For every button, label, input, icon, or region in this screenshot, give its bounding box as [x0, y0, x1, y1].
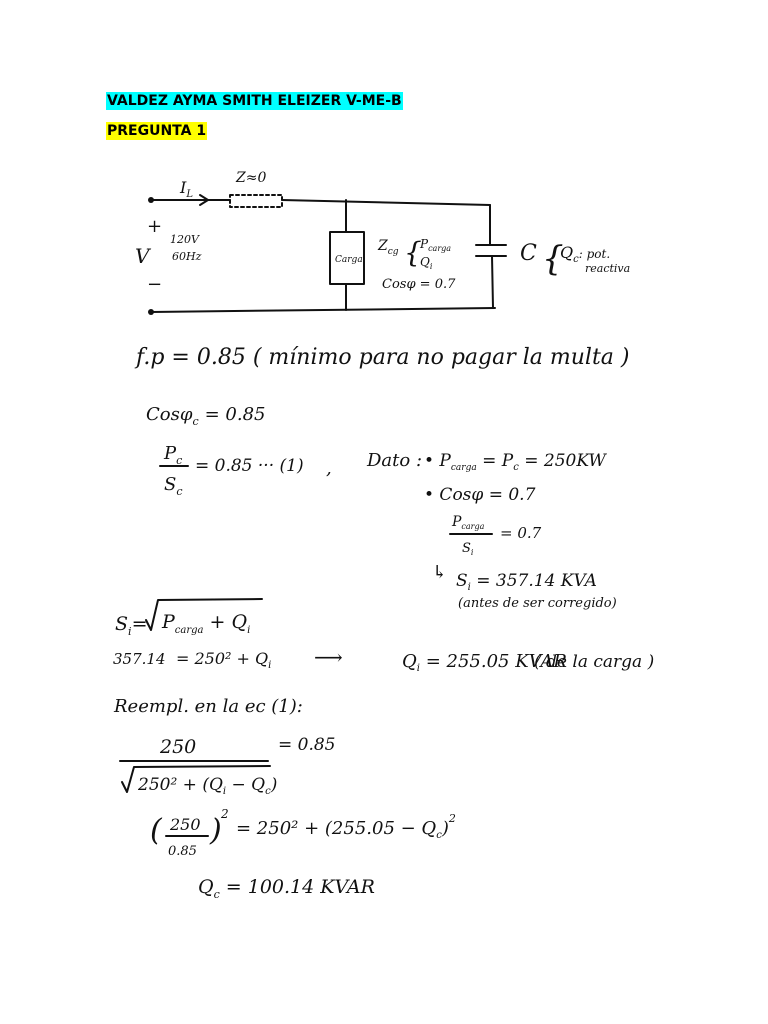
line-impedance-label: Z≈0	[236, 170, 267, 186]
terminal-bottom	[148, 309, 154, 315]
apparent-power-note: (antes de ser corregido)	[458, 596, 617, 611]
terminal-top	[148, 197, 154, 203]
big-fraction-value: = 0.85	[278, 735, 336, 755]
capacitor-description: reactiva	[585, 262, 631, 275]
ratio-denominator: $S_i$	[462, 541, 474, 557]
capacitor-brace: {	[542, 239, 564, 279]
question-heading: PREGUNTA 1	[107, 123, 207, 139]
load-reactive: $Q_i$	[420, 255, 433, 271]
dato-load-power: • $P_{carga} = P_c = 250KW$	[424, 451, 606, 473]
eq2-middle: = $250^2 + Q_i$	[176, 649, 272, 671]
bottom-wire	[151, 308, 495, 312]
pc-over-sc-denominator: $S_c$	[164, 474, 183, 498]
cos-phi-c: Cosφ$_c$ = 0.85	[146, 404, 266, 428]
load-impedance: $Z_{cg}$	[378, 238, 399, 257]
student-name-heading: VALDEZ AYMA SMITH ELEIZER V-ME-B	[107, 93, 402, 109]
eq2-lhs: 357.14	[113, 650, 166, 668]
separator-comma: ,	[326, 458, 332, 479]
line-impedance-box	[230, 195, 282, 207]
squared-denominator: 0.85	[168, 844, 197, 859]
dato-label: Dato :	[367, 450, 423, 471]
power-factor-target: f.p = 0.85 ( mínimo para no pagar la multa )	[136, 345, 630, 370]
source-voltage: 120V	[170, 233, 199, 246]
load-power: $P_{carga}$	[420, 237, 452, 253]
capacitor-reactive: $Q_c^{: pot.}$	[560, 243, 611, 265]
equation-1: = 0.85 ··· (1)	[195, 456, 304, 476]
load-brace: {	[404, 236, 422, 269]
replace-in-equation: Reempl. en la ec (1):	[114, 696, 303, 717]
circuit-diagram	[135, 170, 630, 315]
cap-wire-bottom	[492, 256, 493, 308]
squared-exponent: 2	[221, 807, 229, 821]
minus-sign: −	[147, 274, 163, 295]
capacitor-label: C	[520, 241, 537, 266]
left-paren: (	[150, 813, 162, 848]
ratio-value: = 0.7	[500, 524, 542, 542]
eq2-arrow: ⟶	[314, 645, 343, 669]
squared-numerator: 250	[170, 815, 201, 834]
si-formula: $S_i=$	[115, 613, 148, 638]
voltage-label: V	[135, 244, 150, 268]
source-frequency: 60Hz	[172, 250, 202, 263]
si-formula-body: $P_{carga} + Q_i$	[162, 611, 251, 636]
ratio-numerator: $P_{carga}$	[452, 514, 485, 531]
current-label: $I_L$	[180, 178, 193, 200]
reactive-power-result: $Q_i = 255.05$ KVAR	[402, 651, 567, 674]
plus-sign: +	[147, 216, 163, 237]
right-paren: )	[210, 813, 222, 848]
top-wire-right	[282, 200, 490, 205]
result-arrow: ↳	[432, 562, 448, 583]
final-result: $Q_c = 100.14$ KVAR	[198, 876, 375, 901]
load-box-label: Carga	[335, 255, 363, 265]
squared-equation-rhs: = $250^2 + (255.05 - Q_c)^2$	[236, 812, 456, 841]
pc-over-sc-numerator: $P_c$	[164, 443, 183, 467]
big-fraction-denominator: $250^2 + (Q_i - Q_c)$	[138, 775, 278, 797]
big-fraction-numerator: 250	[160, 736, 197, 758]
reactive-power-note: ( de la carga )	[534, 652, 655, 672]
dato-power-factor: • Cosφ = 0.7	[424, 485, 536, 505]
load-power-factor: Cosφ = 0.7	[382, 277, 456, 292]
apparent-power-value: $S_i = 357.14$ KVA	[456, 571, 597, 593]
